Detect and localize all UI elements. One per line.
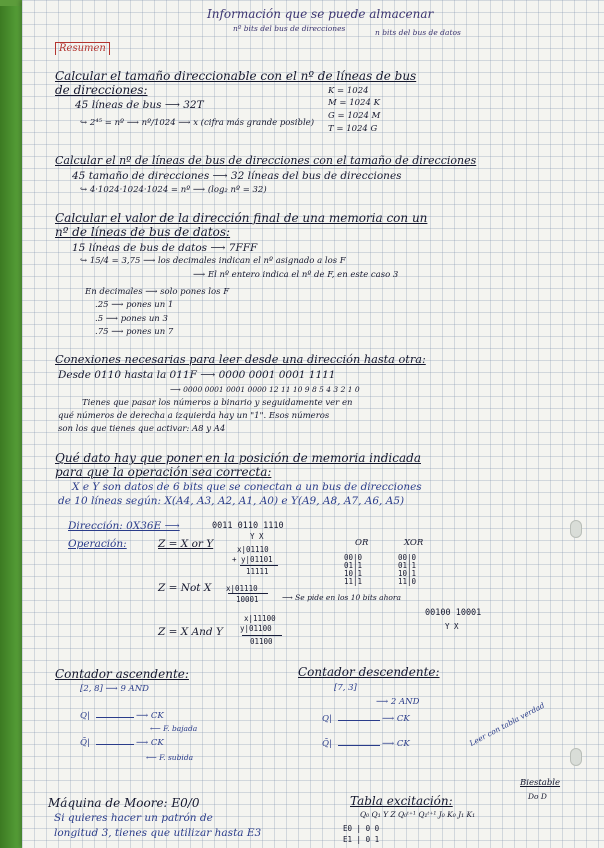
summary-tag: Resumen [55, 42, 110, 55]
op3-row2: y|01100 [240, 624, 272, 633]
desc-ck1: ⟶ CK [382, 714, 410, 724]
direction-label: Dirección: 0X36E ⟶ [68, 520, 180, 532]
section5-heading: Qué dato hay que poner en la posición de memoria indicada [55, 451, 421, 465]
unit-k: K = 1024 [328, 86, 369, 96]
xor-row-2: 10|1 [398, 569, 417, 578]
op3-line [242, 635, 282, 636]
op2-row1: x|01110 [226, 584, 258, 593]
section5-line2: de 10 líneas según: X(A4, A3, A2, A1, A0) e Y(A9, A8, A7, A6, A5) [58, 495, 405, 507]
desc-counter-title: Contador descendente: [298, 665, 440, 679]
section3-line4: En decimales ⟶ solo pones los F [85, 287, 230, 297]
asc-note1: ⟵ F. bajada [150, 724, 198, 733]
or-row-2: 10|1 [344, 569, 363, 578]
desc-ck2: ⟶ CK [382, 739, 410, 749]
unit-g: G = 1024 M [328, 111, 381, 121]
op1-sum-line [240, 565, 278, 566]
xor-label: XOR [404, 538, 424, 548]
title-subnote-left: nº bits del bus de direcciones [233, 24, 346, 33]
page-title: Información que se puede almacenar [207, 7, 434, 21]
dec-25: .25 ⟶ pones un 1 [95, 300, 174, 310]
section4-line1: Desde 0110 hasta la 011F ⟶ 0000 0001 0001 1111 [58, 369, 336, 381]
desc-range: [7, 3] [334, 683, 357, 693]
asc-q1-wire [96, 717, 134, 718]
or-row-0: 00|0 [344, 553, 363, 562]
asc-q2: Q̄| [80, 738, 90, 748]
operation-label: Operación: [68, 538, 127, 550]
section3-heading2: nº de líneas de bus de datos: [55, 225, 231, 239]
section4-line4: qué números de derecha a izquierda hay un "1". Esos números [58, 411, 330, 421]
moore-title: Máquina de Moore: E0/0 [48, 796, 200, 810]
asc-range: [2, 8] ⟶ 9 AND [80, 684, 149, 694]
op2-label: Z = Not X [158, 582, 212, 594]
op3-label: Z = X And Y [158, 626, 223, 638]
op1-label: Z = X or Y [158, 538, 214, 550]
op3-row1: x|11100 [244, 614, 276, 623]
xor-row-3: 11|0 [398, 577, 417, 586]
section2-line2: ↪ 4·1024·1024·1024 = nº ⟶ (log₂ nº = 32) [80, 185, 267, 195]
or-label: OR [355, 538, 369, 548]
title-subnote-right: n bits del bus de datos [375, 28, 461, 37]
op2-line [228, 593, 268, 594]
excitation-head: Q₀ Q₁ Y Z Q₀ᵗ⁺¹ Q₁ᵗ⁺¹ J₀ K₀ J₁ K₁ [360, 810, 476, 819]
op2-note: ⟶ Se pide en los 10 bits ahora [282, 593, 401, 602]
asc-ck2: ⟶ CK [136, 738, 164, 748]
xor-row-0: 00|0 [398, 553, 417, 562]
section4-heading: Conexiones necesarias para leer desde una dirección hasta otra: [55, 353, 426, 366]
section2-heading: Calcular el nº de líneas de bus de direcciones con el tamaño de direcciones [55, 154, 477, 167]
desc-q1-wire [338, 720, 380, 721]
asc-q2-wire [96, 744, 134, 745]
dec-75: .75 ⟶ pones un 7 [95, 327, 174, 337]
xor-row-1: 01|1 [398, 561, 417, 570]
section5-heading2: para que la operación sea correcta: [55, 465, 272, 479]
or-row-3: 11|1 [344, 577, 363, 586]
op2-result: 10001 [236, 595, 259, 604]
desc-q1: Q| [322, 714, 332, 724]
section3-line3: ⟶ El nº entero indica el nº de F, en este caso 3 [193, 270, 399, 280]
punch-hole [570, 748, 582, 766]
op1-row2: + y|01101 [232, 555, 273, 564]
op3-result: 01100 [250, 637, 273, 646]
section2-line1: 45 tamaño de direcciones ⟶ 32 líneas del bus de direcciones [72, 170, 402, 182]
section4-line5: son los que tienes que activar: A8 y A4 [58, 424, 226, 434]
section4-line2: ⟶ 0000 0001 0001 0000 12 11 10 9 8 5 4 3 2 1 0 [170, 385, 360, 394]
section3-line1: 15 líneas de bus de datos ⟶ 7FFF [72, 242, 258, 254]
unit-m: M = 1024 K [328, 98, 380, 108]
op2-bits: 00100 10001 [425, 608, 482, 618]
side-note: Leer con tabla verdad [468, 700, 547, 748]
or-row-1: 01|1 [344, 561, 363, 570]
section5-line1: X e Y son datos de 6 bits que se conectan a un bus de direcciones [72, 481, 422, 493]
section3-heading: Calcular el valor de la dirección final de una memoria con un [55, 211, 428, 225]
section3-line2: ↪ 15/4 = 3,75 ⟶ los decimales indican el nº asignado a los F [80, 256, 346, 266]
asc-note2: ⟵ F. subida [146, 753, 194, 762]
dec-5: .5 ⟶ pones un 3 [95, 314, 168, 324]
op1-result: 11111 [246, 567, 269, 576]
direction-xy: Y X [250, 532, 264, 541]
op2-xy: Y X [445, 622, 459, 631]
moore-line2: Si quieres hacer un patrón de [54, 812, 213, 824]
section1-heading: Calcular el tamaño direccionable con el nº de líneas de bus [55, 69, 417, 83]
section4-line3: Tienes que pasar los números a binario y seguidamente ver en [82, 398, 353, 408]
excitation-title: Tabla excitación: [350, 794, 453, 808]
moore-line3: longitud 3, tienes que utilizar hasta E3 [54, 827, 262, 839]
op1-row1: x|01110 [237, 545, 269, 554]
unit-t: T = 1024 G [328, 124, 378, 134]
biestable-head: Do D [528, 792, 547, 801]
section1-heading2: de direcciones: [55, 83, 148, 97]
punch-hole [570, 520, 582, 538]
desc-and: ⟶ 2 AND [376, 697, 420, 707]
excitation-row-0: E0 | 0 0 [343, 824, 380, 833]
section1-line1: 45 líneas de bus ⟶ 32T [75, 99, 204, 111]
direction-bits: 0011 0110 1110 [212, 521, 284, 531]
section1-line2: ↪ 2⁴⁵ = nº ⟶ nº/1024 ⟶ x (cifra más grande posible) [80, 118, 315, 128]
desc-q2-wire [338, 745, 380, 746]
asc-ck1: ⟶ CK [136, 711, 164, 721]
asc-q1: Q| [80, 711, 90, 721]
excitation-row-1: E1 | 0 1 [343, 835, 380, 844]
asc-counter-title: Contador ascendente: [55, 667, 189, 681]
desc-q2: Q̄| [322, 739, 332, 749]
biestable-label: Biestable [520, 778, 561, 788]
